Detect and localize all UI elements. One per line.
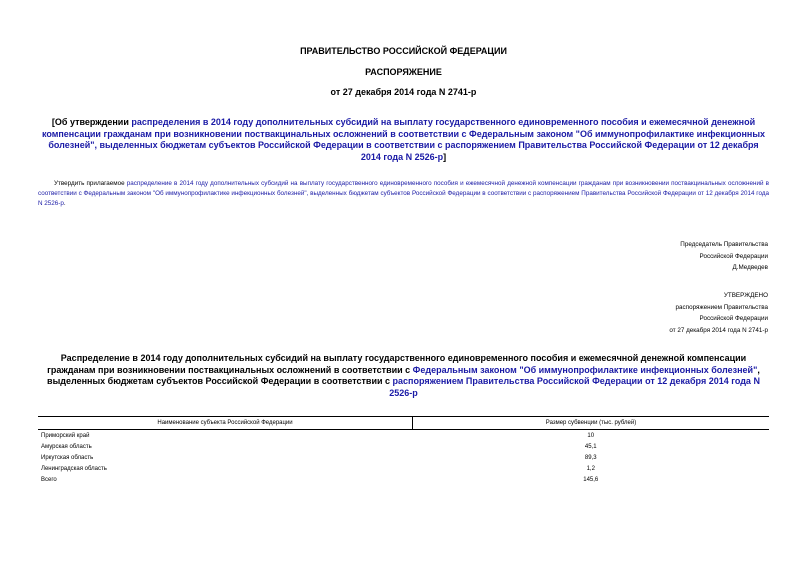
amount-value: 89,3 (584, 454, 597, 461)
table-row-total (38, 474, 769, 485)
table-row (38, 452, 769, 463)
approval-line-4: от 27 декабря 2014 года N 2741-р (669, 326, 768, 334)
government-order-link[interactable]: распоряжением Правительства Российской Федерации от 12 декабря 2014 года N 2526-р (389, 376, 760, 398)
total-value: 145,6 (583, 476, 599, 483)
signature-line-3: Д.Медведев (732, 264, 768, 271)
title-open: [Об утверждении (51, 117, 132, 127)
signature-line-2: Российской Федерации (699, 252, 768, 260)
approval-line-1: УТВЕРЖДЕНО (723, 292, 768, 299)
date-number-heading: от 27 декабря 2014 года N 2741-р (330, 87, 477, 97)
region-name: Амурская область (41, 443, 92, 450)
total-label: Всего (41, 476, 57, 483)
amount-value: 10 (587, 432, 595, 439)
column-header-region: Наименование субъекта Российской Федерации (38, 417, 413, 430)
dist-title-part-1: Распределение в 2014 году дополнительных субсидий на выплату государственного единовременного пособия и ежемесячной денежной компенсации гражданам при возникновении поствакцинальных осложнений в соответствии с (47, 353, 747, 375)
table-row (38, 441, 769, 452)
table-row (38, 430, 769, 442)
table-header-row (38, 417, 769, 430)
column-header-amount: Размер субвенции (тыс. рублей) (413, 417, 770, 430)
distribution-table (38, 416, 769, 485)
body-paragraph (38, 179, 769, 209)
federal-law-link[interactable]: Федеральным законом "Об иммунопрофилактике инфекционных болезней" (412, 364, 758, 375)
title-distribution-link[interactable]: распределения в 2014 году дополнительных субсидий на выплату государственного единовременного пособия и ежемесячной денежной компенсации гражданам при возникновении поствакцинальных осложнений в соответствии с Федеральным законом "Об иммунопрофилактике инфекционных болезней", выделенных бюджетам субъектов Российской Федерации в соответствии с распоряжением Правительства Российской Федерации от 12 декабря 2014 года N 2526-р (41, 117, 766, 162)
approval-line-2: распоряжением Правительства (675, 303, 768, 311)
distribution-title (38, 353, 769, 399)
region-name: Ленинградская область (41, 465, 107, 472)
doc-type-heading: РАСПОРЯЖЕНИЕ (365, 67, 442, 77)
government-heading: ПРАВИТЕЛЬСТВО РОССИЙСКОЙ ФЕДЕРАЦИИ (300, 46, 507, 56)
body-suffix: . (63, 200, 66, 207)
amount-value: 1,2 (586, 465, 595, 472)
document-title (38, 117, 769, 163)
dist-title-part-2: , выделенных бюджетам субъектов Российской Федерации в соответствии с (47, 364, 760, 386)
approval-line-3: Российской Федерации (699, 315, 768, 322)
body-distribution-link[interactable]: распределение в 2014 году дополнительных субсидий на выплату государственного единовременного пособия и ежемесячной денежной компенсации гражданам при возникновении поствакцинальных осложнений в соответствии с Федеральным законом "Об иммунопрофилактике инфекционных болезней", выделенных бюджетам субъектов Российской Федерации в соответствии с распоряжением Правительства Российской Федерации от 12 декабря 2014 года N 2526-р (38, 180, 769, 207)
signature-block (680, 239, 768, 274)
signature-line-1: Председатель Правительства (680, 241, 768, 248)
region-name: Приморский край (41, 432, 90, 439)
body-prefix: Утвердить прилагаемое (54, 180, 127, 187)
amount-value: 45,1 (584, 443, 597, 450)
table-row (38, 463, 769, 474)
title-close: ] (443, 151, 447, 162)
approval-block (669, 290, 768, 336)
region-name: Иркутская область (41, 454, 94, 461)
